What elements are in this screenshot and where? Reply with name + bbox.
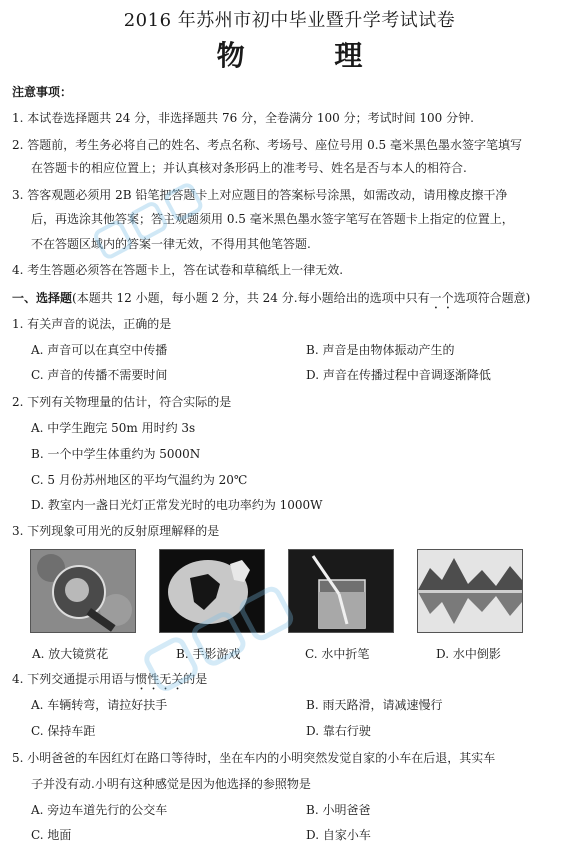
q2-option-d: D. 教室内一盏日光灯正常发光时的电功率约为 1000W bbox=[31, 498, 323, 512]
q3-option-d: D. 水中倒影 bbox=[436, 647, 501, 661]
reflection-image-icon bbox=[418, 550, 522, 632]
q1-option-b: B. 声音是由物体振动产生的 bbox=[306, 343, 455, 357]
photo-pen-in-water bbox=[288, 549, 394, 633]
q5-stem-cont: 子并没有动.小明有这种感觉是因为他选择的参照物是 bbox=[31, 777, 311, 791]
subject-title: 物 理 bbox=[216, 39, 403, 72]
q1-option-d: D. 声音在传播过程中音调逐渐降低 bbox=[306, 368, 491, 382]
q4-option-b: B. 雨天路滑，请减速慢行 bbox=[306, 698, 443, 712]
magnifier-image-icon bbox=[31, 550, 135, 632]
photo-hand-shadow bbox=[159, 549, 265, 633]
notice-item-3: 3. 答客观题必须用 2B 铅笔把答题卡上对应题目的答案标号涂黑，如需改动，请用橡皮擦干净 bbox=[12, 188, 508, 202]
notice-item-4: 4. 考生答题必须答在答题卡上，答在试卷和草稿纸上一律无效. bbox=[12, 263, 344, 277]
notice-item-2-cont: 在答题卡的相应位置上；并认真核对条形码上的准考号、姓名是否与本人的相符合. bbox=[31, 161, 467, 175]
q4-stem bbox=[12, 671, 207, 693]
notice-heading: 注意事项： bbox=[12, 85, 73, 99]
notice-item-1: 1. 本试卷选择题共 24 分，非选择题共 76 分，全卷满分 100 分；考试时间 100 分钟. bbox=[12, 111, 474, 125]
section-desc: (本题共 12 小题，每小题 2 分，共 24 分.每小题给出的选项中只有 bbox=[72, 291, 430, 305]
hand-shadow-image-icon bbox=[160, 550, 264, 632]
q4-option-d: D. 靠右行驶 bbox=[306, 724, 371, 738]
q5-stem: 5. 小明爸爸的车因红灯在路口等待时，坐在车内的小明突然发觉自家的小车在后退，其实车 bbox=[12, 751, 496, 765]
q4-option-a: A. 车辆转弯，请拉好扶手 bbox=[31, 698, 168, 712]
section-desc-end: 选项符合题意) bbox=[453, 291, 531, 305]
q1-stem: 1. 有关声音的说法，正确的是 bbox=[12, 317, 172, 331]
q2-option-a: A. 中学生跑完 50m 用时约 3s bbox=[31, 421, 196, 435]
section-title: 一、选择题 bbox=[12, 291, 73, 305]
q5-option-a: A. 旁边车道先行的公交车 bbox=[31, 803, 168, 817]
notice-item-3-cont2: 不在答题区域内的答案一律无效，不得用其他笔答题. bbox=[31, 237, 311, 251]
q3-option-a: A. 放大镜赏花 bbox=[32, 647, 109, 661]
photo-reflection bbox=[417, 549, 523, 633]
q4-stem-pre: 4. 下列交通提示用语与 bbox=[12, 672, 136, 686]
q3-option-c: C. 水中折笔 bbox=[305, 647, 370, 661]
q2-option-b: B. 一个中学生体重约为 5000N bbox=[31, 447, 201, 461]
q4-option-c: C. 保持车距 bbox=[31, 724, 96, 738]
q4-stem-emph: 惯性无关 bbox=[135, 672, 184, 686]
notice-item-2: 2. 答题前，考生务必将自己的姓名、考点名称、考场号、座位号用 0.5 毫米黑色墨水签字笔填写 bbox=[12, 138, 522, 152]
section-heading bbox=[12, 290, 530, 312]
q4-stem-post: 的是 bbox=[183, 672, 208, 686]
notice-item-3-cont: 后，再选涂其他答案；答主观题须用 0.5 毫米黑色墨水签字笔写在答题卡上指定的位置上， bbox=[31, 212, 514, 226]
q5-option-b: B. 小明爸爸 bbox=[306, 803, 371, 817]
q2-option-c: C. 5 月份苏州地区的平均气温约为 20℃ bbox=[31, 473, 248, 487]
q3-option-b: B. 手影游戏 bbox=[176, 647, 241, 661]
q1-option-a: A. 声音可以在真空中传播 bbox=[31, 343, 168, 357]
photo-magnifier bbox=[30, 549, 136, 633]
q5-option-c: C. 地面 bbox=[31, 828, 72, 842]
q3-stem: 3. 下列现象可用光的反射原理解释的是 bbox=[12, 524, 220, 538]
pen-in-water-image-icon bbox=[289, 550, 393, 632]
exam-title: 2016 年苏州市初中毕业暨升学考试试卷 bbox=[123, 10, 456, 31]
q1-option-c: C. 声音的传播不需要时间 bbox=[31, 368, 168, 382]
q2-stem: 2. 下列有关物理量的估计，符合实际的是 bbox=[12, 395, 232, 409]
q5-option-d: D. 自家小车 bbox=[306, 828, 371, 842]
section-emph: 一个 bbox=[429, 291, 454, 305]
